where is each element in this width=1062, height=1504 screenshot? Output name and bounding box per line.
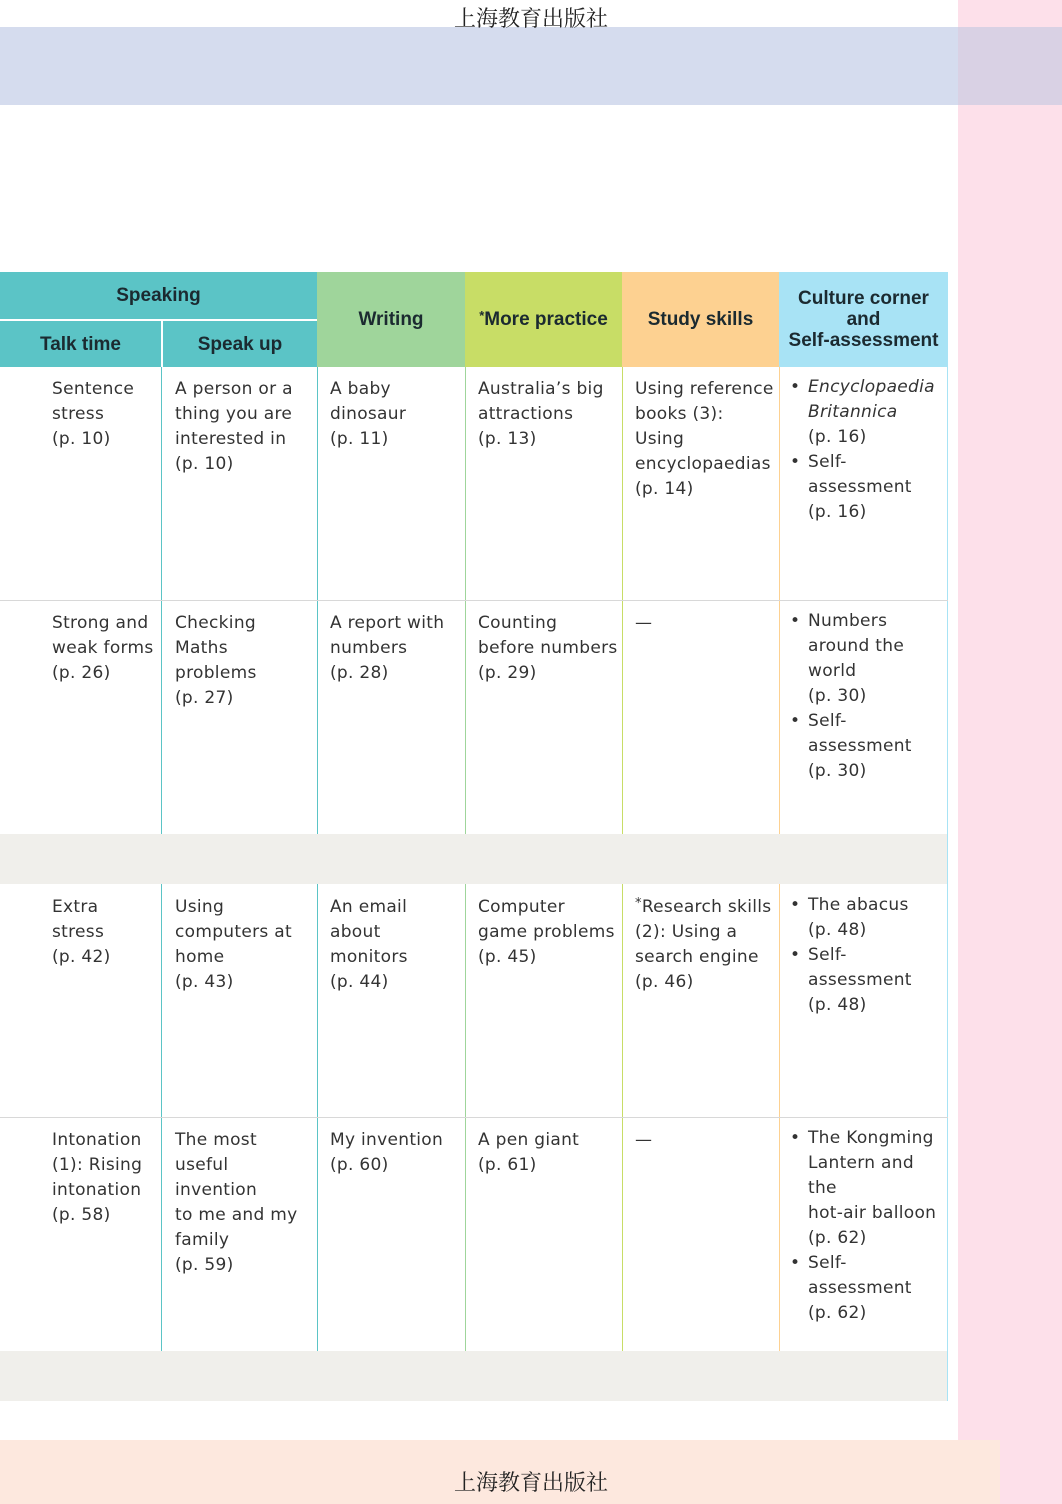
culture-list-item [790, 1251, 947, 1326]
table-cell-culture [790, 1126, 947, 1326]
bullet-dot: • [790, 377, 801, 397]
bullet-dot: • [790, 611, 801, 631]
table-cell-speak-up [175, 377, 315, 477]
table-cell-study-skills [635, 611, 778, 636]
culture-item-title: Encyclopaedia [808, 377, 935, 397]
cell-line: (p. 59) [175, 1255, 234, 1275]
table-cell-study-skills [635, 895, 778, 995]
bullet-dot: • [790, 1128, 801, 1148]
cell-line: — [635, 613, 653, 633]
table-cell-culture [790, 893, 947, 1018]
cell-line: before numbers [478, 638, 618, 658]
cell-line: Sentence [52, 379, 135, 399]
header-culture-corner [779, 272, 948, 367]
table-cell-culture [790, 609, 947, 784]
culture-item-page: (p. 16) [808, 427, 867, 447]
culture-item-title: Self-assessment [808, 945, 912, 990]
cell-line: stress [52, 922, 105, 942]
cell-line: A baby [330, 379, 391, 399]
cell-line: (p. 46) [635, 972, 694, 992]
culture-list-item [790, 450, 947, 525]
cell-line: — [635, 1130, 653, 1150]
culture-item-title: Lantern and the [808, 1153, 914, 1198]
unit-separator-band [0, 1351, 948, 1401]
header-culture-line: and [846, 309, 881, 330]
header-writing: Writing [317, 272, 465, 367]
culture-item-page: (p. 48) [808, 995, 867, 1015]
culture-item-page: (p. 16) [808, 502, 867, 522]
header-talk-time: Talk time [0, 321, 161, 367]
table-cell-more-practice [478, 895, 620, 970]
cell-line: A pen giant [478, 1130, 580, 1150]
right-margin-strip [958, 0, 1062, 1504]
header-culture-line: Self-assessment [788, 330, 939, 351]
cell-line: (p. 58) [52, 1205, 111, 1225]
cell-line: *Research skills [635, 896, 772, 917]
cell-line: Strong and [52, 613, 149, 633]
cell-line: to me and my [175, 1205, 298, 1225]
culture-item-title: Numbers [808, 611, 888, 631]
cell-line: (2): Using a [635, 922, 738, 942]
cell-line: useful invention [175, 1155, 258, 1200]
cell-line: about [330, 922, 381, 942]
cell-line: (p. 26) [52, 663, 111, 683]
table-cell-more-practice [478, 1128, 620, 1178]
culture-item-title: Self-assessment [808, 711, 912, 756]
publisher-watermark-bottom: 上海教育出版社 [453, 1471, 608, 1496]
cell-line: (p. 10) [52, 429, 111, 449]
cell-line: My invention [330, 1130, 444, 1150]
cell-line: Using [175, 897, 225, 917]
culture-list-item [790, 609, 947, 709]
cell-line: computers at [175, 922, 292, 942]
table-cell-more-practice [478, 377, 620, 452]
header-study-skills: Study skills [622, 272, 779, 367]
cell-line: Maths [175, 638, 228, 658]
table-cell-speak-up [175, 895, 315, 995]
culture-item-page: (p. 30) [808, 686, 867, 706]
asterisk-mark: * [479, 308, 485, 323]
cell-line: (p. 11) [330, 429, 389, 449]
cell-line: (p. 29) [478, 663, 537, 683]
table-cell-talk-time [52, 895, 160, 970]
cell-line: game problems [478, 922, 615, 942]
cell-line: (p. 14) [635, 479, 694, 499]
cell-line: Computer [478, 897, 565, 917]
culture-list [790, 893, 947, 1018]
bullet-dot: • [790, 711, 801, 731]
cell-line: numbers [330, 638, 408, 658]
table-cell-culture [790, 375, 947, 525]
cell-line: (p. 27) [175, 688, 234, 708]
cell-line: The most [175, 1130, 257, 1150]
cell-line: home [175, 947, 225, 967]
culture-item-title: The abacus [808, 895, 909, 915]
culture-list-item [790, 893, 947, 943]
cell-line: (p. 44) [330, 972, 389, 992]
table-cell-speak-up [175, 1128, 315, 1278]
unit-separator-band [0, 834, 948, 884]
top-color-band [0, 27, 958, 105]
cell-line: Intonation [52, 1130, 142, 1150]
table-cell-talk-time [52, 611, 160, 686]
cell-line: An email [330, 897, 408, 917]
header-more-practice-label: More practice [484, 309, 608, 330]
cell-line: (p. 43) [175, 972, 234, 992]
culture-list-item [790, 1126, 947, 1251]
table-cell-talk-time [52, 1128, 160, 1228]
cell-line: Extra [52, 897, 99, 917]
header-culture-line: Culture corner [798, 288, 929, 309]
cell-line: (1): Rising [52, 1155, 143, 1175]
culture-item-title: world [808, 661, 857, 681]
cell-line: (p. 42) [52, 947, 111, 967]
cell-line: search engine [635, 947, 759, 967]
culture-list-item [790, 943, 947, 1018]
culture-list [790, 375, 947, 525]
cell-line: Checking [175, 613, 256, 633]
cell-line: stress [52, 404, 105, 424]
table-cell-writing [330, 377, 463, 452]
culture-item-page: (p. 30) [808, 761, 867, 781]
bullet-dot: • [790, 945, 801, 965]
header-more-practice [465, 272, 622, 367]
culture-list [790, 609, 947, 784]
top-color-band-corner [958, 27, 1062, 105]
table-cell-study-skills [635, 377, 778, 502]
table-cell-study-skills [635, 1128, 778, 1153]
cell-line: books (3): Using [635, 404, 724, 449]
culture-list-item [790, 375, 947, 450]
bullet-dot: • [790, 895, 801, 915]
table-cell-writing [330, 1128, 463, 1178]
cell-line: problems [175, 663, 257, 683]
cell-line: (p. 13) [478, 429, 537, 449]
culture-item-page: (p. 62) [808, 1303, 867, 1323]
cell-line: (p. 60) [330, 1155, 389, 1175]
culture-item-title: hot-air balloon [808, 1203, 937, 1223]
culture-item-title: Britannica [808, 402, 898, 422]
table-cell-talk-time [52, 377, 160, 452]
publisher-watermark-top: 上海教育出版社 [453, 7, 608, 32]
cell-line: A report with [330, 613, 445, 633]
culture-item-title: Self-assessment [808, 452, 912, 497]
table-cell-more-practice [478, 611, 620, 686]
cell-line: attractions [478, 404, 574, 424]
cell-line: A person or a [175, 379, 293, 399]
cell-line: (p. 45) [478, 947, 537, 967]
table-cell-writing [330, 895, 463, 995]
header-speak-up: Speak up [163, 321, 317, 367]
cell-line: intonation [52, 1180, 142, 1200]
cell-line: thing you are [175, 404, 293, 424]
column-line [947, 272, 948, 1401]
bullet-dot: • [790, 452, 801, 472]
cell-line: Using reference [635, 379, 774, 399]
cell-line: Australia’s big [478, 379, 604, 399]
culture-item-page: (p. 62) [808, 1228, 867, 1248]
cell-line: encyclopaedias [635, 454, 771, 474]
asterisk-mark: * [635, 896, 642, 911]
cell-line: monitors [330, 947, 408, 967]
culture-list [790, 1126, 947, 1326]
cell-line: weak forms [52, 638, 154, 658]
table-cell-writing [330, 611, 463, 686]
culture-item-title: around the [808, 636, 905, 656]
cell-line: family [175, 1230, 230, 1250]
cell-line: interested in [175, 429, 287, 449]
cell-line: (p. 28) [330, 663, 389, 683]
cell-line: Counting [478, 613, 558, 633]
culture-item-page: (p. 48) [808, 920, 867, 940]
cell-line: dinosaur [330, 404, 407, 424]
header-speaking: Speaking [0, 272, 317, 319]
culture-item-title: Self-assessment [808, 1253, 912, 1298]
table-cell-speak-up [175, 611, 315, 711]
culture-item-title: The Kongming [808, 1128, 934, 1148]
row-line [0, 1117, 948, 1118]
row-line [0, 600, 948, 601]
cell-line: (p. 10) [175, 454, 234, 474]
culture-list-item [790, 709, 947, 784]
cell-line: (p. 61) [478, 1155, 537, 1175]
bullet-dot: • [790, 1253, 801, 1273]
